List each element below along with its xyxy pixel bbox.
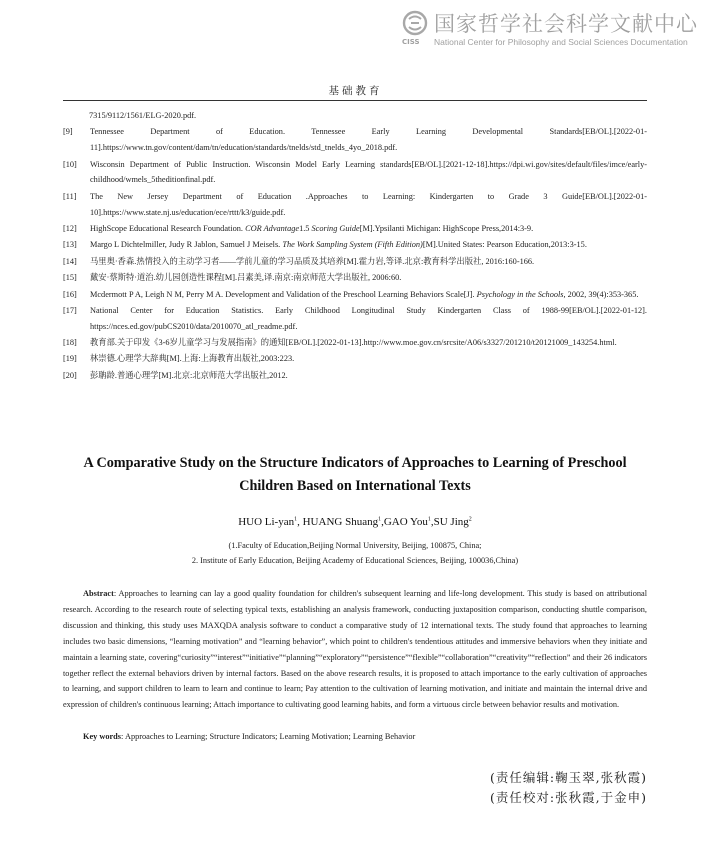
reference-text (90, 221, 647, 237)
reference-item (63, 157, 647, 189)
reference-text-part: [M].Ypsilanti Michigan: HighScope Press,2014:3-9. (359, 223, 534, 233)
author-name: SU Jing (433, 516, 469, 528)
reference-item (63, 287, 647, 303)
reference-number: [18] (63, 338, 77, 348)
reference-text: Wisconsin Department of Public Instruction. Wisconsin Model Early Learning standards[EB/OL].[2021-12-18].https://dpi.wi.gov/sites/default/files/imce/early-childhood/wmels_5theditionfinal.pdf. (90, 159, 647, 185)
ncpssd-logo-icon (402, 10, 428, 36)
reference-number: [11] (63, 191, 77, 201)
reference-number: [12] (63, 223, 77, 233)
author-affiliation-mark: 1 (294, 516, 298, 523)
responsible-editor: (责任编辑:鞠玉翠,张秋霞) (490, 770, 647, 785)
reference-number: [15] (63, 273, 77, 283)
watermark (402, 8, 702, 48)
watermark-chinese-name: 国家哲学社会科学文献中心 (434, 12, 698, 36)
author-affiliation-mark: 1 (378, 516, 382, 523)
reference-number: [17] (63, 305, 77, 315)
reference-text-part: 1.5 (299, 223, 312, 233)
reference-item (63, 124, 647, 156)
reference-item (63, 237, 647, 253)
author-name: GAO You (383, 516, 428, 528)
reference-number: [9] (63, 127, 73, 137)
reference-number: [13] (63, 240, 77, 250)
editor-credits (440, 768, 647, 808)
reference-text: 马里奥·香森.热情投入的主动学习者——学前儿童的学习品质及其培养[M].霍力岩,等译.北京:教育科学出版社, 2016:160-166. (90, 256, 535, 266)
header-rule (63, 100, 647, 101)
reference-text: 林崇德.心理学大辞典[M].上海:上海教育出版社,2003:223. (90, 354, 295, 364)
reference-text: Tennessee Department of Education. Tennessee Early Learning Developmental Standards[EB/OL].[2022-01-11].https://www.tn.gov/content/dam/tn/education/standards/tnelds/std_tnelds_4yo_2018.pdf. (90, 127, 647, 153)
reference-item (63, 335, 647, 351)
abstract-text: : Approaches to learning can lay a good quality foundation for children's subsequent learning and life-long development. This study is based on attributional research. According to the research route of selecting typical texts, establishing an analysis framework, conducting juxtaposition comparison, conducting shuttle comparison, discussion and thinking, this study uses MAXQDA analysis software to conduct a comparative study of 12 international texts. The study found that approaches to learning includes two basic dimensions, “learning motivation” and “learning behavior”, which point to children's tendentious attitudes and immersive behaviors when they initiate and maintain a learning state, covering“curiosity”“interest”“initiative”“planning”“exploratory”“persistence”“flexible”“collaboration”“creativity”“reflection” and their 26 indicators together reflect the external behaviors driven by internal factors. Based on the above research results, it is proposed to attach importance to the early cultivation of approaches to learning, and support children to learn to learn and continue to learn; Pay attention to the cultivation of learning motivation, and initiate and maintain the internal drive and expression of children's continuous learning; Attach importance to cultivating good learning habits, and form a virtuous circle between behavior results and motivation. (63, 589, 647, 710)
reference-number: [14] (63, 256, 77, 266)
reference-number: [16] (63, 289, 77, 299)
abstract-label: Abstract (83, 589, 114, 598)
reference-text (90, 287, 647, 303)
reference-text (90, 237, 647, 253)
author-name: HUO Li-yan (238, 516, 295, 528)
watermark-english-name: National Center for Philosophy and Social Sciences Documentation (434, 37, 688, 47)
references-list (63, 108, 647, 384)
reference-title-italic: Psychology in the Schools (476, 289, 564, 299)
reference-text-part: Margo L Dichtelmiller, Judy R Jablon, Samuel J Meisels. (90, 240, 283, 250)
author-affiliation-mark: 1 (427, 516, 431, 523)
reference-title-italic: The Work Sampling System (Fifth Edition) (282, 240, 423, 250)
responsible-proofreader: (责任校对:张秋霞,于金申) (490, 790, 647, 805)
keywords-text: : Approaches to Learning; Structure Indicators; Learning Motivation; Learning Behavior (121, 732, 416, 741)
author-affiliation-mark: 2 (468, 516, 472, 523)
reference-text: National Center for Education Statistics. Early Childhood Longitudinal Study Kindergarten Class of 1988-99[EB/OL].[2022-01-12]. https://nces.ed.gov/pubCS2010/data/2010070_atl_readme.pdf. (90, 305, 647, 331)
reference-number: [19] (63, 354, 77, 364)
english-title: A Comparative Study on the Structure Indicators of Approaches to Learning of Preschool Children Based on International Texts (83, 455, 627, 494)
abstract (63, 586, 647, 713)
affiliation-1: (1.Faculty of Education,Beijing Normal University, Beijing, 100875, China; (228, 541, 482, 550)
reference-title-italic: Scoring Guide (311, 223, 360, 233)
watermark-abbr: CISS (402, 38, 420, 46)
reference-item (63, 351, 647, 367)
affiliation-2: 2. Institute of Early Education, Beijing Academy of Educational Sciences, Beijing, 100036,China) (191, 556, 519, 565)
reference-text: 彭聃龄.普通心理学[M].北京:北京师范大学出版社,2012. (90, 370, 288, 380)
reference-item (63, 270, 647, 286)
author-name: HUANG Shuang (302, 516, 379, 528)
running-header: 基础教育 (328, 85, 383, 97)
reference-text-part: [M].United States: Pearson Education,2013:3-15. (422, 240, 587, 250)
reference-item (63, 368, 647, 384)
reference-text: 戴安·蔡斯特·道治.幼儿园创造性课程[M].吕素美,译.南京:南京师范大学出版社, 2006:60. (90, 273, 402, 283)
reference-title-italic: COR Advantage (245, 223, 300, 233)
reference-item (63, 254, 647, 270)
reference-text: The New Jersey Department of Education .Approaches to Learning: Kindergarten to Grade 3 Guide[EB/OL].[2022-01-10].https://www.state.nj.us/education/ece/rttt/k3/guide.pdf. (90, 191, 647, 217)
reference-number: [20] (63, 370, 77, 380)
reference-item (63, 189, 647, 221)
reference-text-part: HighScope Educational Research Foundation. (90, 223, 246, 233)
reference-number: [10] (63, 159, 77, 169)
reference-text-part: Mcdermott P A, Leigh N M, Perry M A. Development and Validation of the Preschool Learning Behaviors Scale[J]. (90, 289, 477, 299)
reference-item (63, 303, 647, 335)
reference-text: 教育部.关于印发《3-6岁儿童学习与发展指南》的通知[EB/OL].[2022-01-13].http://www.moe.gov.cn/srcsite/A06/s3327/201210/t20121009_143254.html. (90, 338, 617, 348)
reference-item (63, 221, 647, 237)
author-list: HUO Li-yan$^1$, HUANG Shuang$^1$,GAO You$^1$,SU Jing$^2$ (238, 516, 472, 528)
reference-continuation: 7315/9112/1561/ELG-2020.pdf. (89, 111, 197, 120)
reference-text-part: , 2002, 39(4):353-365. (563, 289, 639, 299)
keywords-label: Key words (83, 732, 122, 741)
keywords (83, 732, 647, 741)
